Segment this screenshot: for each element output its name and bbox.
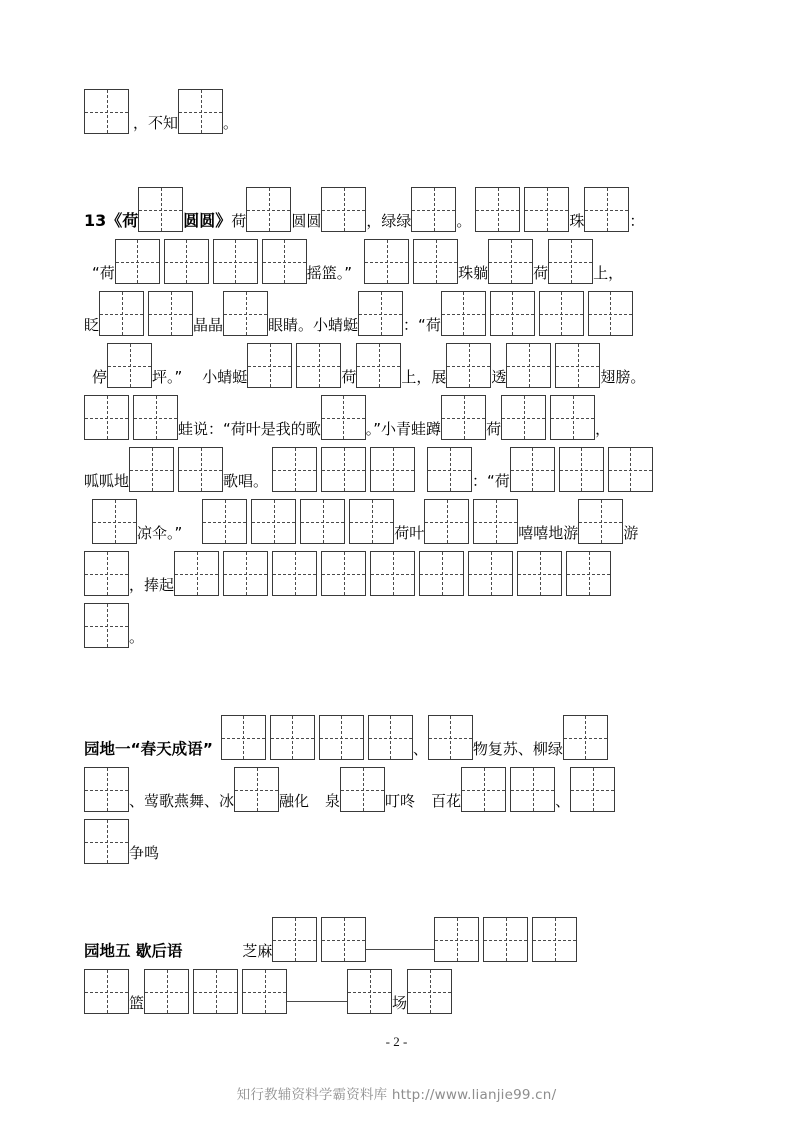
inline-text: 篮 — [129, 994, 145, 1012]
lesson13-line-9 — [84, 600, 724, 648]
inline-text: 、 — [555, 792, 571, 810]
tianzige-box[interactable] — [356, 343, 401, 388]
tianzige-box[interactable] — [84, 819, 129, 864]
tianzige-box[interactable] — [441, 395, 486, 440]
inline-text: 融化 — [279, 792, 310, 810]
tianzige-box[interactable] — [246, 187, 291, 232]
tianzige-box[interactable] — [92, 499, 137, 544]
inline-text: 泉 — [325, 792, 341, 810]
inline-text: 嘻嘻地游 — [518, 524, 579, 542]
inline-text: 。 — [456, 212, 472, 230]
tianzige-box[interactable] — [84, 969, 129, 1014]
xiehouyu-dash-connector — [366, 949, 434, 950]
worksheet-content — [84, 86, 724, 1018]
lesson13-line-1 — [84, 184, 724, 232]
tianzige-box[interactable] — [368, 715, 413, 760]
inline-text: 。 — [129, 628, 145, 646]
inline-text: “荷 — [92, 264, 115, 282]
tianzige-box[interactable] — [223, 551, 268, 596]
lesson13-line-8 — [84, 548, 724, 596]
tianzige-box[interactable] — [427, 447, 472, 492]
tianzige-box[interactable] — [270, 715, 315, 760]
inline-text: 场 — [392, 994, 408, 1012]
tianzige-box[interactable] — [441, 291, 486, 336]
yuandi-wu-heading: 园地五 歇后语 — [84, 941, 183, 960]
lesson-title-suffix: 圆圆》 — [183, 211, 232, 230]
yuandi-wu-line-2 — [84, 966, 724, 1014]
tianzige-box[interactable] — [223, 291, 268, 336]
inline-text: 摇篮。” — [306, 264, 353, 282]
tianzige-box[interactable] — [434, 917, 479, 962]
tianzige-box[interactable] — [559, 447, 604, 492]
inline-text: ：“荷 — [403, 316, 441, 334]
inline-text: 圆圆 — [291, 212, 322, 230]
inline-text: 。 — [223, 114, 239, 132]
inline-text: 。”小青蛙蹲 — [365, 420, 442, 438]
lesson13-line-5 — [84, 392, 724, 440]
tianzige-box[interactable] — [251, 499, 296, 544]
tianzige-box[interactable] — [370, 551, 415, 596]
tianzige-box[interactable] — [144, 969, 189, 1014]
inline-text: ，绿绿 — [366, 212, 412, 230]
tianzige-box[interactable] — [411, 187, 456, 232]
inline-text: 小蜻蜓 — [202, 368, 248, 386]
inline-text: 凉伞。” — [137, 524, 183, 542]
tianzige-box[interactable] — [272, 551, 317, 596]
tianzige-box[interactable] — [319, 715, 364, 760]
tianzige-box[interactable] — [115, 239, 160, 284]
lesson-title-prefix: 13《荷 — [84, 211, 139, 230]
yuandi-yi-line-2 — [84, 764, 724, 812]
inline-text: 芝麻 — [242, 942, 273, 960]
inline-text: 眨 — [84, 316, 100, 334]
yuandi-yi-line-3 — [84, 816, 724, 864]
tianzige-box[interactable] — [107, 343, 152, 388]
tianzige-box[interactable] — [129, 447, 174, 492]
tianzige-box[interactable] — [340, 767, 385, 812]
tianzige-box[interactable] — [174, 551, 219, 596]
tianzige-box[interactable] — [178, 447, 223, 492]
inline-text: 晶晶 — [193, 316, 224, 334]
tianzige-box[interactable] — [296, 343, 341, 388]
inline-text: 蛙说：“荷叶是我的歌 — [178, 420, 321, 438]
inline-text: 游 — [623, 524, 639, 542]
tianzige-box[interactable] — [247, 343, 292, 388]
inline-text: 歌唱。 — [223, 472, 269, 490]
tianzige-box[interactable] — [178, 89, 223, 134]
tianzige-box[interactable] — [428, 715, 473, 760]
tianzige-box[interactable] — [370, 447, 415, 492]
tianzige-box[interactable] — [475, 187, 520, 232]
tianzige-box[interactable] — [468, 551, 513, 596]
tianzige-box[interactable] — [501, 395, 546, 440]
tianzige-box[interactable] — [84, 767, 129, 812]
tianzige-box[interactable] — [524, 187, 569, 232]
tianzige-box[interactable] — [84, 603, 129, 648]
tianzige-box[interactable] — [473, 499, 518, 544]
tianzige-box[interactable] — [164, 239, 209, 284]
inline-text: ，捧起 — [129, 576, 175, 594]
lesson13-line-4 — [84, 340, 724, 388]
tianzige-box[interactable] — [347, 969, 392, 1014]
tianzige-box[interactable] — [321, 917, 366, 962]
inline-text: 上，展 — [401, 368, 447, 386]
tianzige-box[interactable] — [483, 917, 528, 962]
yuandi-yi-block — [84, 712, 724, 864]
tianzige-box[interactable] — [506, 343, 551, 388]
tianzige-box[interactable] — [234, 767, 279, 812]
tianzige-box[interactable] — [548, 239, 593, 284]
tianzige-box[interactable] — [358, 291, 403, 336]
tianzige-box[interactable] — [570, 767, 615, 812]
tianzige-box[interactable] — [84, 551, 129, 596]
inline-text: 透 — [491, 368, 507, 386]
tianzige-box[interactable] — [461, 767, 506, 812]
tianzige-box[interactable] — [578, 499, 623, 544]
inline-text: 荷 — [486, 420, 502, 438]
tianzige-box[interactable] — [148, 291, 193, 336]
tianzige-box[interactable] — [532, 917, 577, 962]
tianzige-box[interactable] — [221, 715, 266, 760]
tianzige-box[interactable] — [510, 447, 555, 492]
inline-text: ，不知 — [133, 114, 179, 132]
tianzige-box[interactable] — [413, 239, 458, 284]
inline-text: 珠躺 — [458, 264, 489, 282]
tianzige-box[interactable] — [262, 239, 307, 284]
inline-text: ， — [595, 420, 611, 438]
inline-text: 呱呱地 — [84, 472, 130, 490]
tianzige-box[interactable] — [490, 291, 535, 336]
tianzige-box[interactable] — [133, 395, 178, 440]
inline-text: 百花 — [431, 792, 462, 810]
tianzige-box[interactable] — [138, 187, 183, 232]
inline-text: 、莺歌燕舞、冰 — [129, 792, 235, 810]
tianzige-box[interactable] — [517, 551, 562, 596]
tianzige-box[interactable] — [550, 395, 595, 440]
top-fragment-line — [84, 86, 724, 134]
tianzige-box[interactable] — [407, 969, 452, 1014]
inline-text: 争鸣 — [129, 844, 160, 862]
tianzige-box[interactable] — [566, 551, 611, 596]
tianzige-box[interactable] — [419, 551, 464, 596]
tianzige-box[interactable] — [84, 89, 129, 134]
tianzige-box[interactable] — [272, 917, 317, 962]
inline-text: 停 — [92, 368, 108, 386]
tianzige-box[interactable] — [193, 969, 238, 1014]
inline-text: 荷 — [533, 264, 549, 282]
tianzige-box[interactable] — [539, 291, 584, 336]
tianzige-box[interactable] — [349, 499, 394, 544]
yuandi-wu-block — [84, 914, 724, 1014]
inline-text: 上， — [593, 264, 624, 282]
inline-text: 荷 — [231, 212, 247, 230]
yuandi-wu-line-1 — [84, 914, 724, 962]
tianzige-box[interactable] — [555, 343, 600, 388]
tianzige-box[interactable] — [272, 447, 317, 492]
tianzige-box[interactable] — [202, 499, 247, 544]
tianzige-box[interactable] — [321, 447, 366, 492]
inline-text: 坪。” — [152, 368, 183, 386]
tianzige-box[interactable] — [588, 291, 633, 336]
tianzige-box[interactable] — [608, 447, 653, 492]
tianzige-box[interactable] — [321, 187, 366, 232]
tianzige-box[interactable] — [446, 343, 491, 388]
inline-text: ： — [629, 212, 645, 230]
lesson13-line-6 — [84, 444, 724, 492]
lesson13-line-3 — [84, 288, 724, 336]
inline-text: 眼睛。小蜻蜓 — [268, 316, 359, 334]
lesson13-line-2 — [84, 236, 724, 284]
inline-text: 物复苏、柳绿 — [472, 740, 563, 758]
tianzige-box[interactable] — [364, 239, 409, 284]
inline-text: 珠 — [569, 212, 585, 230]
tianzige-box[interactable] — [488, 239, 533, 284]
yuandi-yi-line-1 — [84, 712, 724, 760]
tianzige-box[interactable] — [424, 499, 469, 544]
tianzige-box[interactable] — [321, 395, 366, 440]
xiehouyu-dash-connector — [287, 1001, 347, 1002]
tianzige-box[interactable] — [300, 499, 345, 544]
inline-text: 荷 — [341, 368, 357, 386]
tianzige-box[interactable] — [563, 715, 608, 760]
tianzige-box[interactable] — [321, 551, 366, 596]
inline-text: 、 — [412, 740, 428, 758]
tianzige-box[interactable] — [99, 291, 144, 336]
footer-credit: 知行教辅资料学霸资料库 http://www.lianjie99.cn/ — [236, 1087, 557, 1103]
tianzige-box[interactable] — [84, 395, 129, 440]
tianzige-box[interactable] — [584, 187, 629, 232]
inline-text: 荷叶 — [394, 524, 425, 542]
lesson13-line-7 — [84, 496, 724, 544]
inline-text: 翅膀。 — [600, 368, 646, 386]
page-number: - 2 - — [385, 1034, 408, 1049]
lesson-13-block — [84, 184, 724, 648]
tianzige-box[interactable] — [242, 969, 287, 1014]
yuandi-yi-heading: 园地一“春天成语” — [84, 739, 213, 758]
tianzige-box[interactable] — [213, 239, 258, 284]
inline-text: ：“荷 — [472, 472, 510, 490]
tianzige-box[interactable] — [510, 767, 555, 812]
inline-text: 叮咚 — [385, 792, 416, 810]
